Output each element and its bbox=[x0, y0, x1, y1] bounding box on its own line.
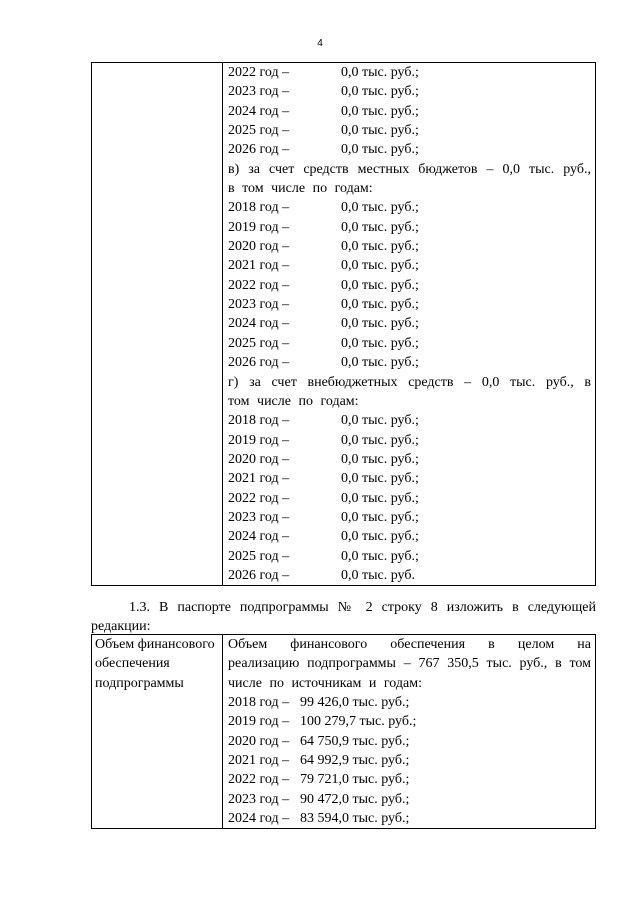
year-line bbox=[228, 353, 591, 372]
year-label: 2023 год – bbox=[228, 84, 290, 100]
year-line bbox=[228, 218, 591, 237]
year-line bbox=[228, 489, 591, 508]
amount-value: 0,0 тыс. руб.; bbox=[341, 65, 419, 80]
year-label: 2026 год – bbox=[228, 142, 290, 158]
year-label: 2022 год – bbox=[228, 772, 290, 788]
year-line bbox=[228, 237, 591, 256]
year-line bbox=[228, 82, 591, 101]
year-line bbox=[228, 809, 591, 828]
amount-value: 64 992,9 тыс. руб.; bbox=[300, 753, 410, 769]
year-label: 2019 год – bbox=[228, 219, 290, 235]
amount-value: 100 279,7 тыс. руб.; bbox=[300, 714, 417, 730]
yearly-funding-lines bbox=[228, 693, 591, 828]
year-line bbox=[228, 547, 591, 566]
label-cell bbox=[92, 635, 223, 829]
year-line bbox=[228, 508, 591, 527]
funding-intro: Объем финансового обеспечения в целом на реализацию подпрограммы – 767 350,5 тыс. руб., в том числе по источникам и годам: bbox=[228, 637, 591, 691]
heading-extrabudgetary: г) за счет внебюджетных средств – 0,0 тыс. руб., в том числе по годам: bbox=[228, 374, 591, 409]
amount-value: 0,0 тыс. руб.; bbox=[341, 432, 419, 448]
year-label: 2021 год – bbox=[228, 471, 290, 487]
amount-value: 0,0 тыс. руб.; bbox=[341, 471, 419, 487]
year-label: 2019 год – bbox=[228, 714, 290, 730]
year-line bbox=[228, 63, 591, 82]
year-line bbox=[228, 198, 591, 217]
amount-value: 0,0 тыс. руб.; bbox=[341, 335, 419, 351]
year-label: 2018 год – bbox=[228, 413, 290, 429]
amount-value: 0,0 тыс. руб.; bbox=[341, 355, 419, 371]
year-label: 2024 год – bbox=[228, 529, 290, 545]
year-line bbox=[228, 751, 591, 770]
year-line bbox=[228, 693, 591, 712]
year-label: 2024 год – bbox=[228, 103, 290, 119]
funding-details-cell bbox=[223, 63, 596, 586]
amount-value: 0,0 тыс. руб.; bbox=[341, 84, 419, 100]
year-line bbox=[228, 411, 591, 430]
local-budget-lines-prev bbox=[228, 63, 591, 160]
funding-table-continued bbox=[91, 62, 596, 586]
year-line bbox=[228, 790, 591, 809]
amount-value: 0,0 тыс. руб. bbox=[341, 567, 415, 583]
year-label: 2021 год – bbox=[228, 753, 290, 769]
year-label: 2025 год – bbox=[228, 123, 290, 139]
year-line bbox=[228, 450, 591, 469]
row-label: Объем финансового обеспечения подпрограммы bbox=[95, 637, 215, 691]
year-label: 2026 год – bbox=[228, 567, 290, 583]
year-label: 2020 год – bbox=[228, 239, 290, 255]
year-label: 2022 год – bbox=[228, 277, 290, 293]
amount-value: 0,0 тыс. руб.; bbox=[341, 509, 419, 525]
amount-value: 90 472,0 тыс. руб.; bbox=[300, 791, 410, 807]
year-label: 2025 год – bbox=[228, 335, 290, 351]
subprogram-funding-table bbox=[91, 634, 596, 829]
year-line bbox=[228, 140, 591, 159]
amount-value: 99 426,0 тыс. руб.; bbox=[300, 695, 410, 711]
year-label: 2018 год – bbox=[228, 695, 290, 711]
amount-value: 0,0 тыс. руб.; bbox=[341, 451, 419, 467]
year-line bbox=[228, 770, 591, 789]
year-line bbox=[228, 102, 591, 121]
amount-value: 0,0 тыс. руб.; bbox=[341, 297, 419, 313]
year-label: 2022 год – bbox=[228, 65, 290, 80]
amount-value: 0,0 тыс. руб.; bbox=[341, 258, 419, 274]
amount-value: 83 594,0 тыс. руб.; bbox=[300, 811, 410, 827]
year-label: 2018 год – bbox=[228, 200, 290, 216]
amount-value: 0,0 тыс. руб.; bbox=[341, 200, 419, 216]
year-line bbox=[228, 732, 591, 751]
year-line bbox=[228, 334, 591, 353]
amount-value: 0,0 тыс. руб.; bbox=[341, 316, 419, 332]
year-label: 2024 год – bbox=[228, 316, 290, 332]
amount-value: 0,0 тыс. руб.; bbox=[341, 529, 419, 545]
year-label: 2020 год – bbox=[228, 733, 290, 749]
year-line bbox=[228, 314, 591, 333]
year-line bbox=[228, 121, 591, 140]
year-label: 2023 год – bbox=[228, 297, 290, 313]
amount-value: 0,0 тыс. руб.; bbox=[341, 413, 419, 429]
year-line bbox=[228, 256, 591, 275]
year-line bbox=[228, 566, 591, 585]
amount-value: 0,0 тыс. руб.; bbox=[341, 239, 419, 255]
amount-value: 64 750,9 тыс. руб.; bbox=[300, 733, 410, 749]
empty-label-cell bbox=[92, 63, 223, 586]
year-label: 2024 год – bbox=[228, 811, 290, 827]
year-label: 2025 год – bbox=[228, 548, 290, 564]
year-line bbox=[228, 527, 591, 546]
year-label: 2021 год – bbox=[228, 258, 290, 274]
year-label: 2023 год – bbox=[228, 791, 290, 807]
amount-value: 0,0 тыс. руб.; bbox=[341, 548, 419, 564]
year-line bbox=[228, 431, 591, 450]
year-label: 2022 год – bbox=[228, 490, 290, 506]
year-line bbox=[228, 469, 591, 488]
amount-value: 0,0 тыс. руб.; bbox=[341, 103, 419, 119]
value-cell bbox=[223, 635, 596, 829]
year-label: 2023 год – bbox=[228, 509, 290, 525]
year-label: 2026 год – bbox=[228, 355, 290, 371]
extrabudgetary-lines bbox=[228, 411, 591, 585]
amount-value: 0,0 тыс. руб.; bbox=[341, 123, 419, 139]
amount-value: 0,0 тыс. руб.; bbox=[341, 277, 419, 293]
amount-value: 0,0 тыс. руб.; bbox=[341, 219, 419, 235]
heading-local-budgets: в) за счет средств местных бюджетов – 0,0 тыс. руб., в том числе по годам: bbox=[228, 161, 591, 197]
instruction-paragraph: 1.3. В паспорте подпрограммы № 2 строку 8 изложить в следующей редакции: bbox=[91, 600, 596, 634]
amount-value: 0,0 тыс. руб.; bbox=[341, 142, 419, 158]
page-number: 4 bbox=[317, 38, 323, 49]
year-label: 2019 год – bbox=[228, 432, 290, 448]
local-budget-lines bbox=[228, 198, 591, 372]
amount-value: 0,0 тыс. руб.; bbox=[341, 490, 419, 506]
year-line bbox=[228, 276, 591, 295]
amount-value: 79 721,0 тыс. руб.; bbox=[300, 772, 410, 788]
year-label: 2020 год – bbox=[228, 451, 290, 467]
year-line bbox=[228, 295, 591, 314]
year-line bbox=[228, 712, 591, 731]
